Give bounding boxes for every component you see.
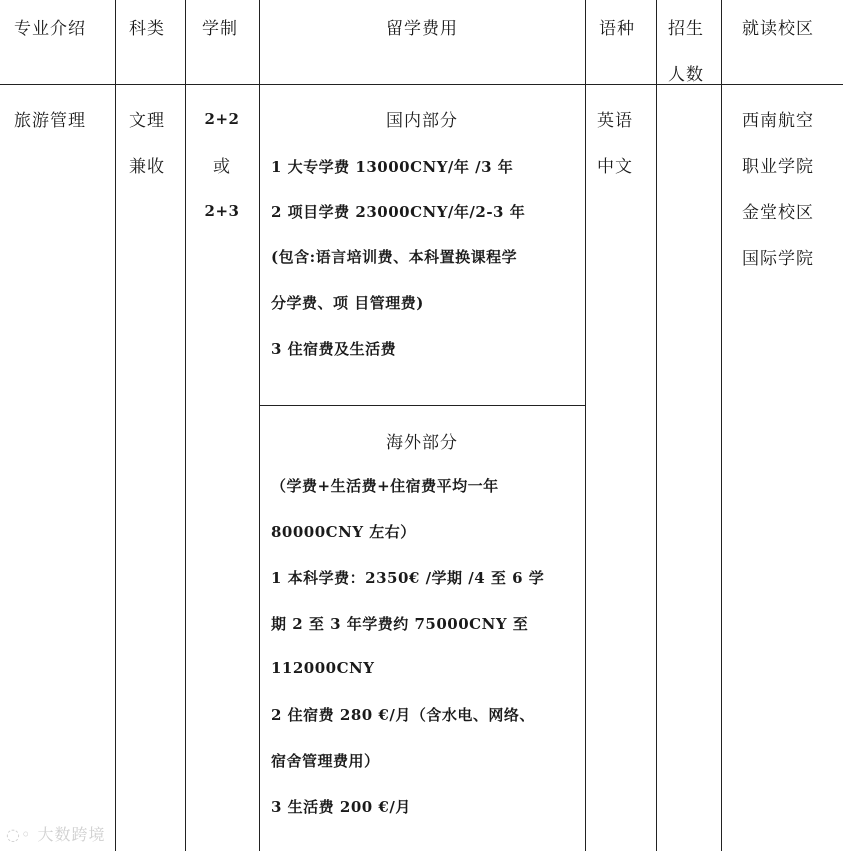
overseas-line-5: 112000CNY <box>271 659 375 677</box>
domestic-line-3: (包含:语言培训费、本科置换课程学 <box>271 248 518 266</box>
table-border-v1 <box>115 0 116 851</box>
watermark-text: 大数跨境 <box>37 825 106 844</box>
watermark <box>6 822 106 845</box>
header-duration: 学制 <box>202 19 238 39</box>
header-category: 科类 <box>129 19 165 39</box>
duration-line-1: 2+2 <box>204 110 240 128</box>
header-enrollment-2: 人数 <box>668 65 704 85</box>
overseas-line-2: 80000CNY 左右） <box>271 523 416 541</box>
header-fees: 留学费用 <box>386 19 458 39</box>
domestic-line-5: 3 住宿费及生活费 <box>271 340 397 358</box>
table-border-v6 <box>721 0 722 851</box>
language-line-2: 中文 <box>597 157 633 177</box>
watermark-logo-icon: ◌◦ <box>6 825 38 844</box>
domestic-line-1: 1 大专学费 13000CNY/年 /3 年 <box>271 158 514 176</box>
domestic-title: 国内部分 <box>386 111 458 131</box>
header-enrollment-1: 招生 <box>668 19 704 39</box>
campus-line-1: 西南航空 <box>742 111 814 131</box>
overseas-line-8: 3 生活费 200 €/月 <box>271 798 411 816</box>
header-language: 语种 <box>599 19 635 39</box>
domestic-line-2: 2 项目学费 23000CNY/年/2-3 年 <box>271 203 526 221</box>
overseas-line-4: 期 2 至 3 年学费约 75000CNY 至 <box>271 615 529 633</box>
overseas-line-6: 2 住宿费 280 €/月（含水电、网络、 <box>271 706 535 724</box>
domestic-line-4: 分学费、项 目管理费) <box>271 294 424 312</box>
header-campus: 就读校区 <box>742 19 814 39</box>
overseas-line-3: 1 本科学费：2350€ /学期 /4 至 6 学 <box>271 569 545 587</box>
language-line-1: 英语 <box>597 111 633 131</box>
category-line-2: 兼收 <box>129 157 165 177</box>
overseas-title: 海外部分 <box>386 433 458 453</box>
overseas-line-1: （学费+生活费+住宿费平均一年 <box>271 477 499 495</box>
header-major: 专业介绍 <box>14 19 86 39</box>
duration-line-3: 2+3 <box>204 202 240 220</box>
table-border-v5 <box>656 0 657 851</box>
campus-line-3: 金堂校区 <box>742 203 814 223</box>
overseas-line-7: 宿舍管理费用） <box>271 752 380 770</box>
campus-line-2: 职业学院 <box>742 157 814 177</box>
campus-line-4: 国际学院 <box>742 249 814 269</box>
major-name: 旅游管理 <box>14 111 86 131</box>
header-divider <box>0 84 843 85</box>
table-border-v4 <box>585 0 586 851</box>
duration-line-2: 或 <box>213 157 231 177</box>
category-line-1: 文理 <box>129 111 165 131</box>
fee-section-divider <box>259 405 585 406</box>
